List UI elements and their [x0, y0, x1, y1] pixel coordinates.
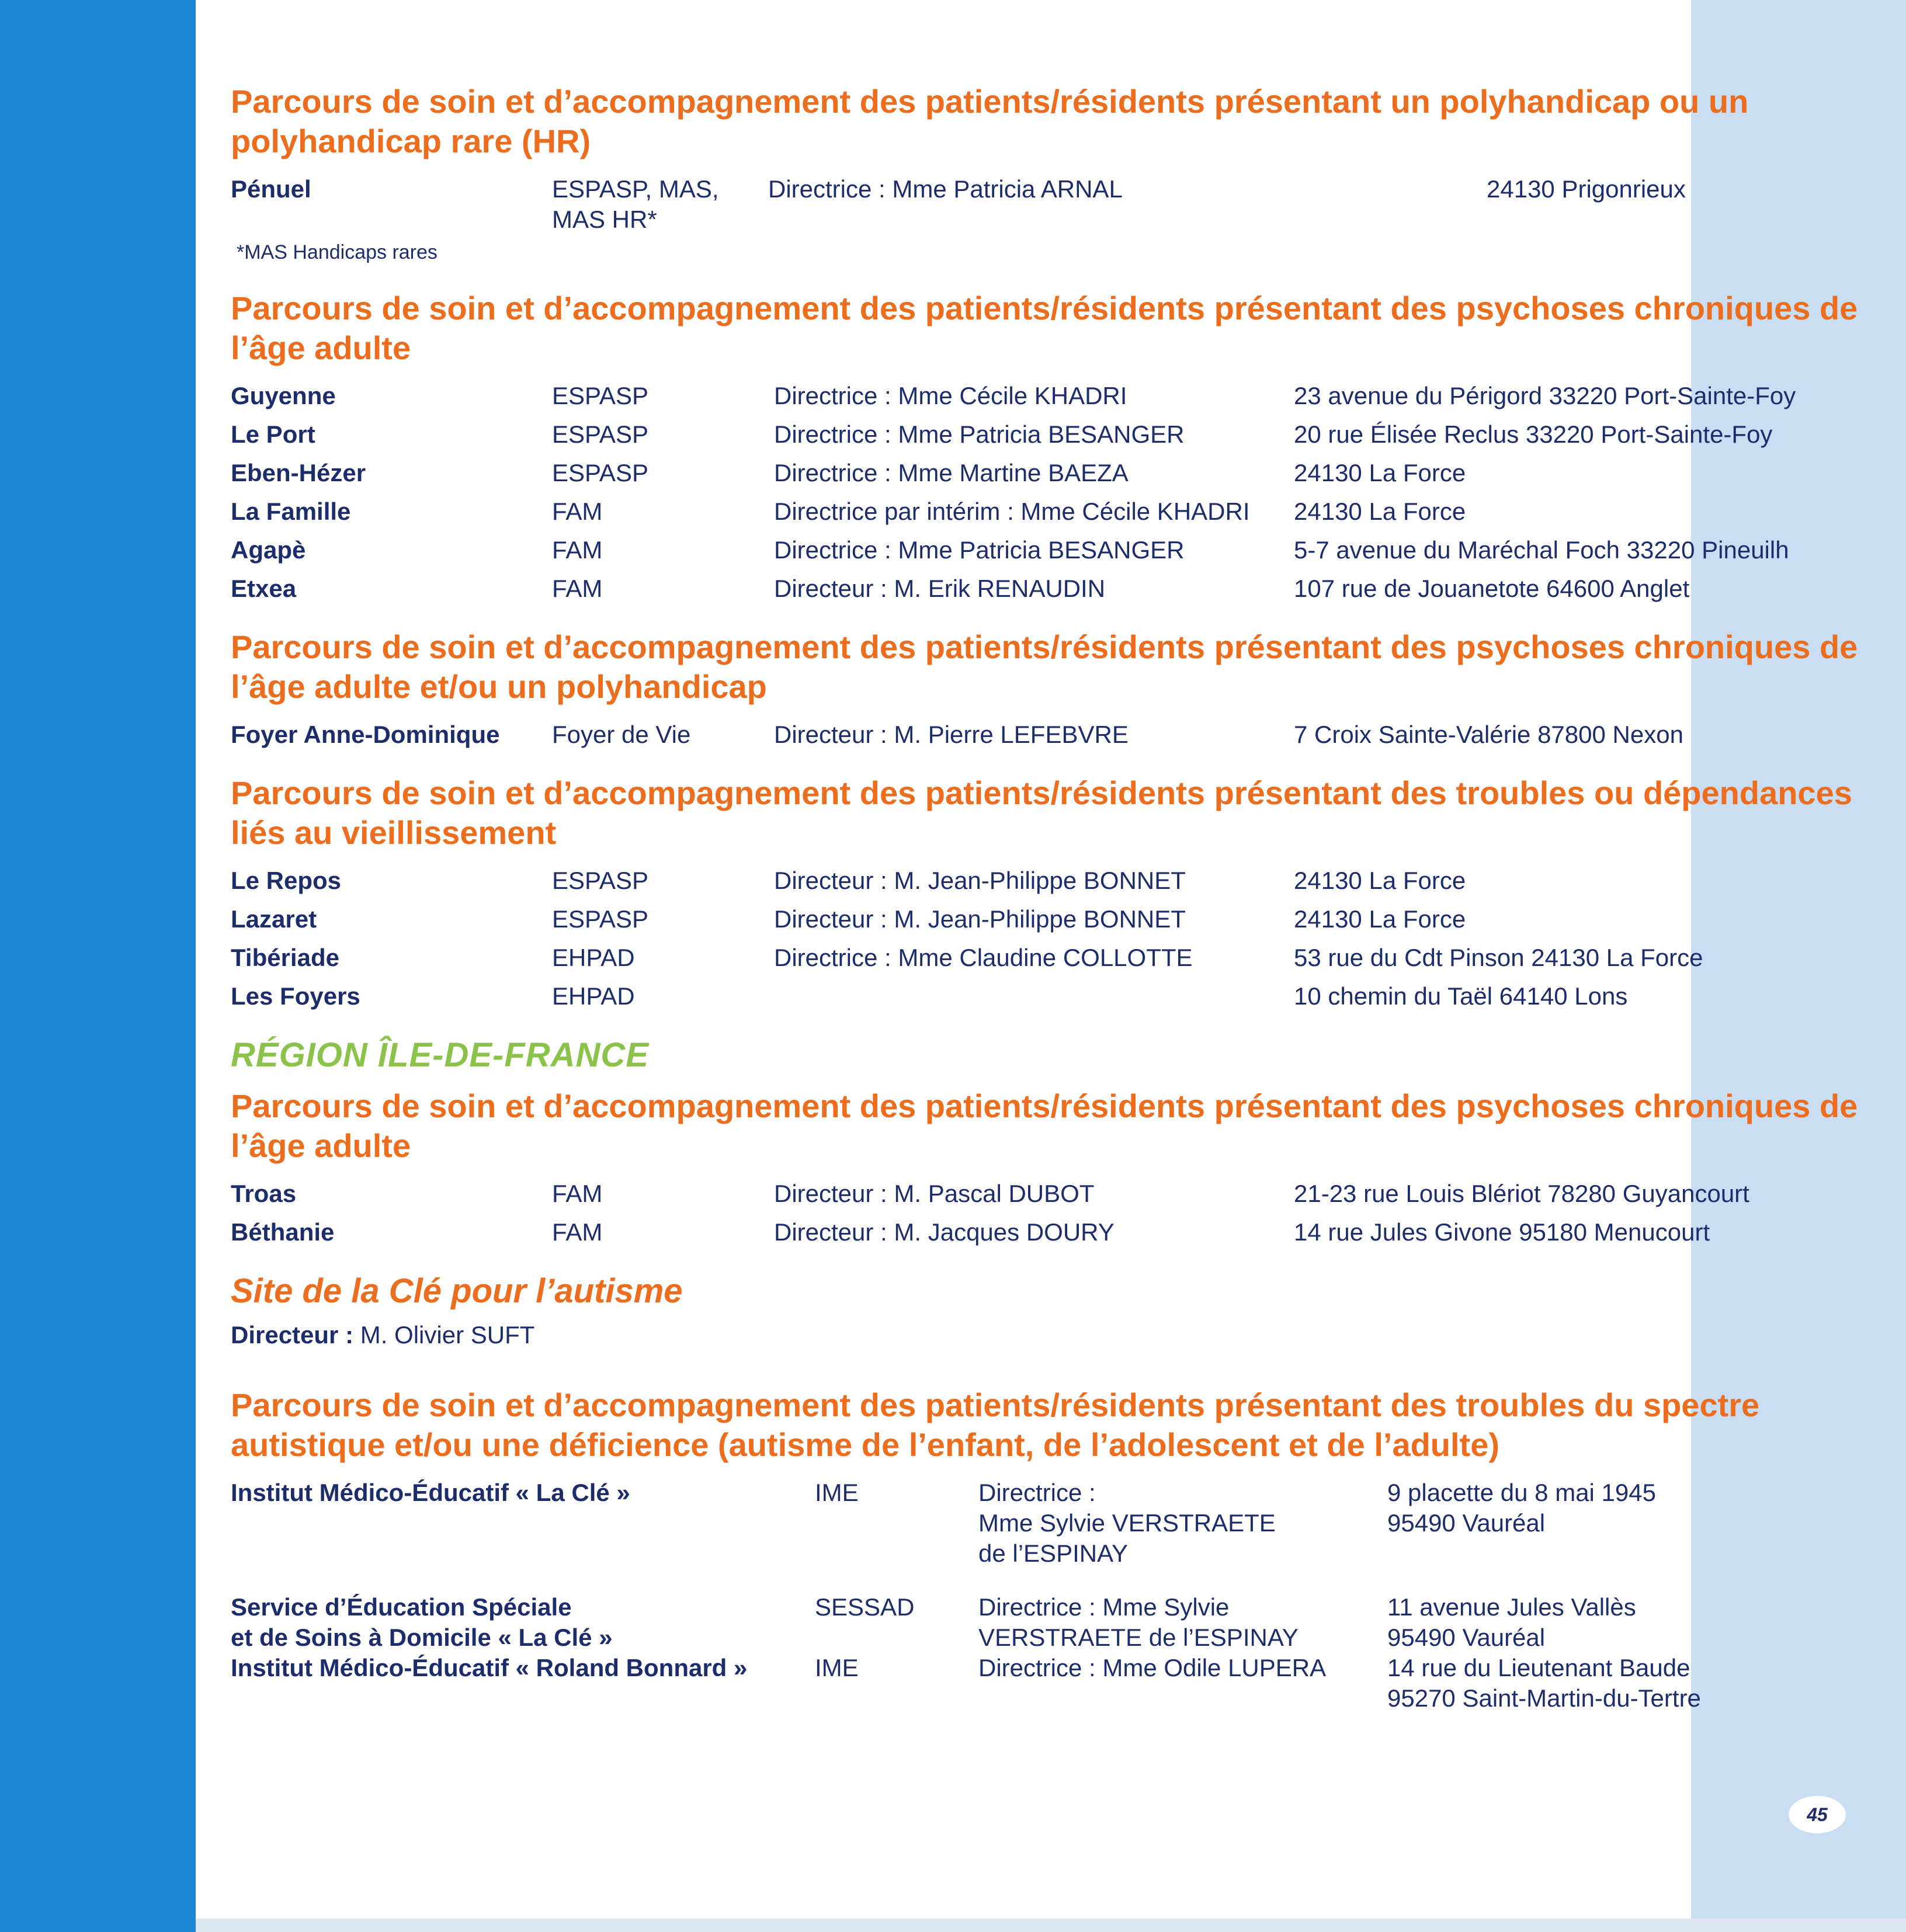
director: Directrice par intérim : Mme Cécile KHADRI [774, 498, 1250, 525]
director: Directeur : M. Jean-Philippe BONNET [774, 867, 1186, 894]
table-row [231, 720, 1860, 750]
director: Directrice : Mme Patricia ARNAL [768, 175, 1123, 203]
name-line: Service d’Éducation Spéciale [231, 1593, 572, 1621]
establishment-name: Le Port [231, 421, 315, 448]
director [978, 1478, 1387, 1569]
section-idf-psychoses [231, 1086, 1860, 1248]
establishment-name: Tibériade [231, 944, 339, 971]
establishment-type: FAM [552, 498, 603, 525]
address: 24130 La Force [1294, 905, 1466, 933]
section-title: Parcours de soin et d’accompagnement des patients/résidents présentant des psychoses chroniques de l’âge adulte [231, 290, 1858, 366]
section-title: Parcours de soin et d’accompagnement des patients/résidents présentant des psychoses chroniques de l’âge adulte et/ou un polyhandicap [231, 628, 1858, 705]
director: Directeur : M. Jean-Philippe BONNET [774, 905, 1186, 933]
site-director-label: Directeur : [231, 1321, 354, 1349]
address: 23 avenue du Périgord 33220 Port-Sainte-Foy [1294, 382, 1796, 409]
section-vieillissement [231, 773, 1860, 1012]
address: 24130 La Force [1294, 459, 1466, 487]
establishment-name: Guyenne [231, 382, 336, 409]
table-row [231, 535, 1860, 565]
establishment-name: Institut Médico-Éducatif « La Clé » [231, 1479, 630, 1506]
address [1387, 1653, 1860, 1714]
establishment-name: Le Repos [231, 867, 342, 894]
establishment-name: Troas [231, 1180, 297, 1207]
establishment-name: Béthanie [231, 1218, 335, 1246]
establishment-type: ESPASP [552, 421, 648, 448]
director-line: Directrice : Mme Sylvie [978, 1593, 1230, 1621]
address: 24130 La Force [1294, 867, 1466, 894]
table-row [231, 943, 1860, 973]
establishment-name: Les Foyers [231, 982, 360, 1010]
table-row [231, 1217, 1860, 1248]
address [1387, 1478, 1860, 1538]
director: Directeur : M. Pierre LEFEBVRE [774, 721, 1129, 748]
establishment-type: Foyer de Vie [552, 721, 691, 748]
table-row [231, 904, 1860, 934]
establishment-type: ESPASP [552, 459, 648, 487]
establishment-type: ESPASP [552, 867, 648, 894]
director: Directeur : M. Jacques DOURY [774, 1218, 1115, 1246]
address-line: 9 placette du 8 mai 1945 [1387, 1479, 1656, 1506]
table-row [231, 574, 1860, 604]
table-row [231, 866, 1860, 896]
site-director-name: M. Olivier SUFT [360, 1321, 535, 1349]
establishment-type: EHPAD [552, 944, 635, 971]
site-heading: Site de la Clé pour l’autisme [231, 1272, 683, 1310]
establishment-name: Eben-Hézer [231, 459, 366, 487]
address-line: 95490 Vauréal [1387, 1509, 1546, 1537]
section-title: Parcours de soin et d’accompagnement des patients/résidents présentant des troubles ou dépendances liés au vieillissement [231, 774, 1852, 851]
left-blue-margin [0, 0, 196, 1932]
table-row [231, 981, 1860, 1012]
director: Directrice : Mme Patricia BESANGER [774, 536, 1185, 564]
director: Directrice : Mme Martine BAEZA [774, 459, 1129, 487]
establishment-type: ESPASP [552, 905, 648, 933]
table-row [231, 1478, 1860, 1569]
page-content [231, 82, 1860, 1737]
address: 20 rue Élisée Reclus 33220 Port-Sainte-Foy [1294, 421, 1773, 448]
director: Directeur : M. Erik RENAUDIN [774, 575, 1106, 602]
establishment-name: Institut Médico-Éducatif « Roland Bonnard » [231, 1654, 748, 1681]
director [978, 1653, 1387, 1683]
establishment-name [231, 1592, 815, 1653]
address-line: 11 avenue Jules Vallès [1387, 1593, 1636, 1621]
address-line: 95490 Vauréal [1387, 1624, 1546, 1651]
director-line: Directrice : [978, 1479, 1096, 1506]
table-row [231, 1653, 1860, 1714]
address: 14 rue Jules Givone 95180 Menucourt [1294, 1218, 1710, 1246]
establishment-name: Agapè [231, 536, 306, 564]
section-polyhandicap [231, 82, 1860, 265]
establishment-name: Foyer Anne-Dominique [231, 721, 500, 748]
address [1387, 1592, 1860, 1653]
establishment-name: La Famille [231, 498, 351, 525]
table-row [231, 381, 1860, 411]
site-director [231, 1320, 1860, 1350]
director-line: VERSTRAETE de l’ESPINAY [978, 1624, 1299, 1651]
page-number: 45 [1789, 1796, 1846, 1833]
establishment-type: EHPAD [552, 982, 635, 1010]
director-line: de l’ESPINAY [978, 1540, 1128, 1567]
address: 24130 Prigonrieux [1487, 175, 1686, 203]
establishment-type: ESPASP, MAS, MAS HR* [552, 175, 719, 233]
establishment-type: FAM [552, 1180, 603, 1207]
address: 107 rue de Jouanetote 64600 Anglet [1294, 575, 1690, 602]
director-line: Mme Sylvie VERSTRAETE [978, 1509, 1276, 1537]
table-row [231, 419, 1860, 450]
director: Directrice : Mme Claudine COLLOTTE [774, 944, 1193, 971]
region-heading: RÉGION ÎLE-DE-FRANCE [231, 1036, 649, 1074]
establishment-name: Etxea [231, 575, 297, 602]
establishment-name: Pénuel [231, 175, 311, 203]
section-autism [231, 1385, 1860, 1714]
section-psychoses-polyhandicap [231, 627, 1860, 750]
address-line: 14 rue du Lieutenant Baude [1387, 1654, 1690, 1681]
section-title: Parcours de soin et d’accompagnement des patients/résidents présentant un polyhandicap ou un polyhandicap rare (HR) [231, 83, 1749, 159]
establishment-type: IME [815, 1654, 859, 1681]
footnote: *MAS Handicaps rares [237, 241, 438, 263]
address: 10 chemin du Taël 64140 Lons [1294, 982, 1628, 1010]
director: Directeur : M. Pascal DUBOT [774, 1180, 1095, 1207]
table-row [231, 174, 1860, 235]
bottom-edge [196, 1919, 1906, 1932]
section-title: Parcours de soin et d’accompagnement des patients/résidents présentant des psychoses chroniques de l’âge adulte [231, 1087, 1858, 1164]
address: 21-23 rue Louis Blériot 78280 Guyancourt [1294, 1180, 1749, 1207]
director-line: Directrice : Mme Odile LUPERA [978, 1654, 1327, 1681]
establishment-type: ESPASP [552, 382, 648, 409]
section-title: Parcours de soin et d’accompagnement des patients/résidents présentant des troubles du spectre autistique et/ou une déficience (autisme de l’enfant, de l’adolescent et de l’adulte) [231, 1387, 1760, 1463]
director: Directrice : Mme Patricia BESANGER [774, 421, 1185, 448]
establishment-type: SESSAD [815, 1593, 915, 1621]
establishment-type: FAM [552, 1218, 603, 1246]
director: Directrice : Mme Cécile KHADRI [774, 382, 1127, 409]
table-row [231, 1179, 1860, 1209]
address-line: 95270 Saint-Martin-du-Tertre [1387, 1684, 1701, 1712]
director [978, 1592, 1387, 1653]
address: 24130 La Force [1294, 498, 1466, 525]
address: 5-7 avenue du Maréchal Foch 33220 Pineuilh [1294, 536, 1789, 564]
table-row [231, 1592, 1860, 1653]
table-row [231, 496, 1860, 527]
address: 53 rue du Cdt Pinson 24130 La Force [1294, 944, 1703, 971]
establishment-type: IME [815, 1479, 859, 1506]
table-row [231, 458, 1860, 488]
establishment-name: Lazaret [231, 905, 317, 933]
establishment-type: FAM [552, 575, 603, 602]
establishment-type: FAM [552, 536, 603, 564]
name-line: et de Soins à Domicile « La Clé » [231, 1624, 613, 1651]
address: 7 Croix Sainte-Valérie 87800 Nexon [1294, 721, 1683, 748]
section-psychoses [231, 289, 1860, 604]
